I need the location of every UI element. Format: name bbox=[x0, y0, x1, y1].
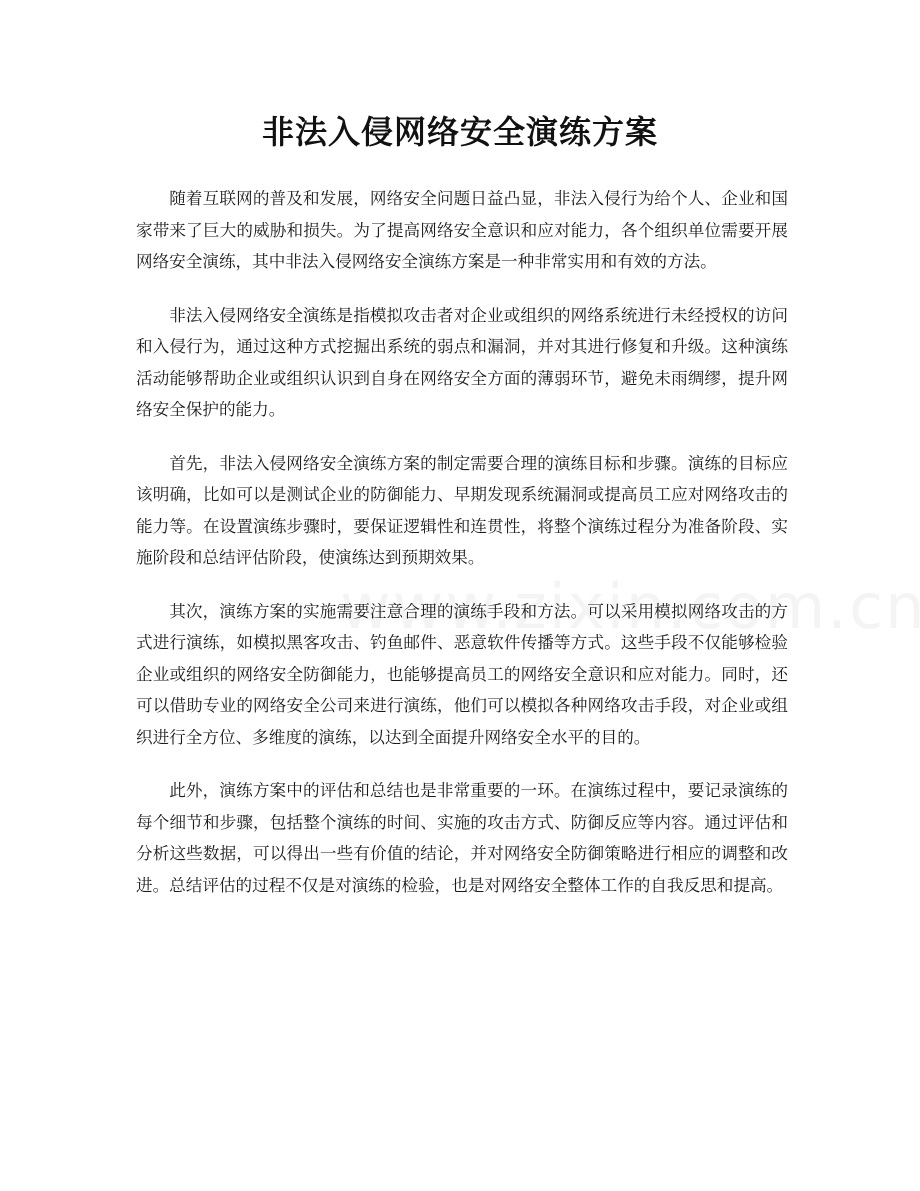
paragraph-evaluation: 此外，演练方案中的评估和总结也是非常重要的一环。在演练过程中，要记录演练的每个细节和步骤，包括整个演练的时间、实施的攻击方式、防御反应等内容。通过评估和分析这些数据，可以得出一些有价值的结论，并对网络安全防御策略进行相应的调整和改进。总结评估的过程不仅是对演练的检验，也是对网络安全整体工作的自我反思和提高。 bbox=[136, 781, 788, 895]
paragraph-first: 首先，非法入侵网络安全演练方案的制定需要合理的演练目标和步骤。演练的目标应该明确，比如可以是测试企业的防御能力、早期发现系统漏洞或提高员工应对网络攻击的能力等。在设置演练步骤时，要保证逻辑性和连贯性，将整个演练过程分为准备阶段、实施阶段和总结评估阶段，使演练达到预期效果。 bbox=[136, 453, 788, 567]
paragraph-definition: 非法入侵网络安全演练是指模拟攻击者对企业或组织的网络系统进行未经授权的访问和入侵行为，通过这种方式挖掘出系统的弱点和漏洞，并对其进行修复和升级。这种演练活动能够帮助企业或组织认识到自身在网络安全方面的薄弱环节，避免未雨绸缪，提升网络安全保护的能力。 bbox=[136, 305, 788, 419]
document-title: 非法入侵网络安全演练方案 bbox=[261, 113, 658, 151]
document-body bbox=[136, 183, 788, 923]
paragraph-intro: 随着互联网的普及和发展，网络安全问题日益凸显，非法入侵行为给个人、企业和国家带来了巨大的威胁和损失。为了提高网络安全意识和应对能力，各个组织单位需要开展网络安全演练，其中非法入侵网络安全演练方案是一种非常实用和有效的方法。 bbox=[136, 189, 788, 271]
paragraph-second: 其次，演练方案的实施需要注意合理的演练手段和方法。可以采用模拟网络攻击的方式进行演练，如模拟黑客攻击、钓鱼邮件、恶意软件传播等方式。这些手段不仅能够检验企业或组织的网络安全防御能力，也能够提高员工的网络安全意识和应对能力。同时，还可以借助专业的网络安全公司来进行演练，他们可以模拟各种网络攻击手段，对企业或组织进行全方位、多维度的演练，以达到全面提升网络安全水平的目的。 bbox=[136, 601, 788, 747]
